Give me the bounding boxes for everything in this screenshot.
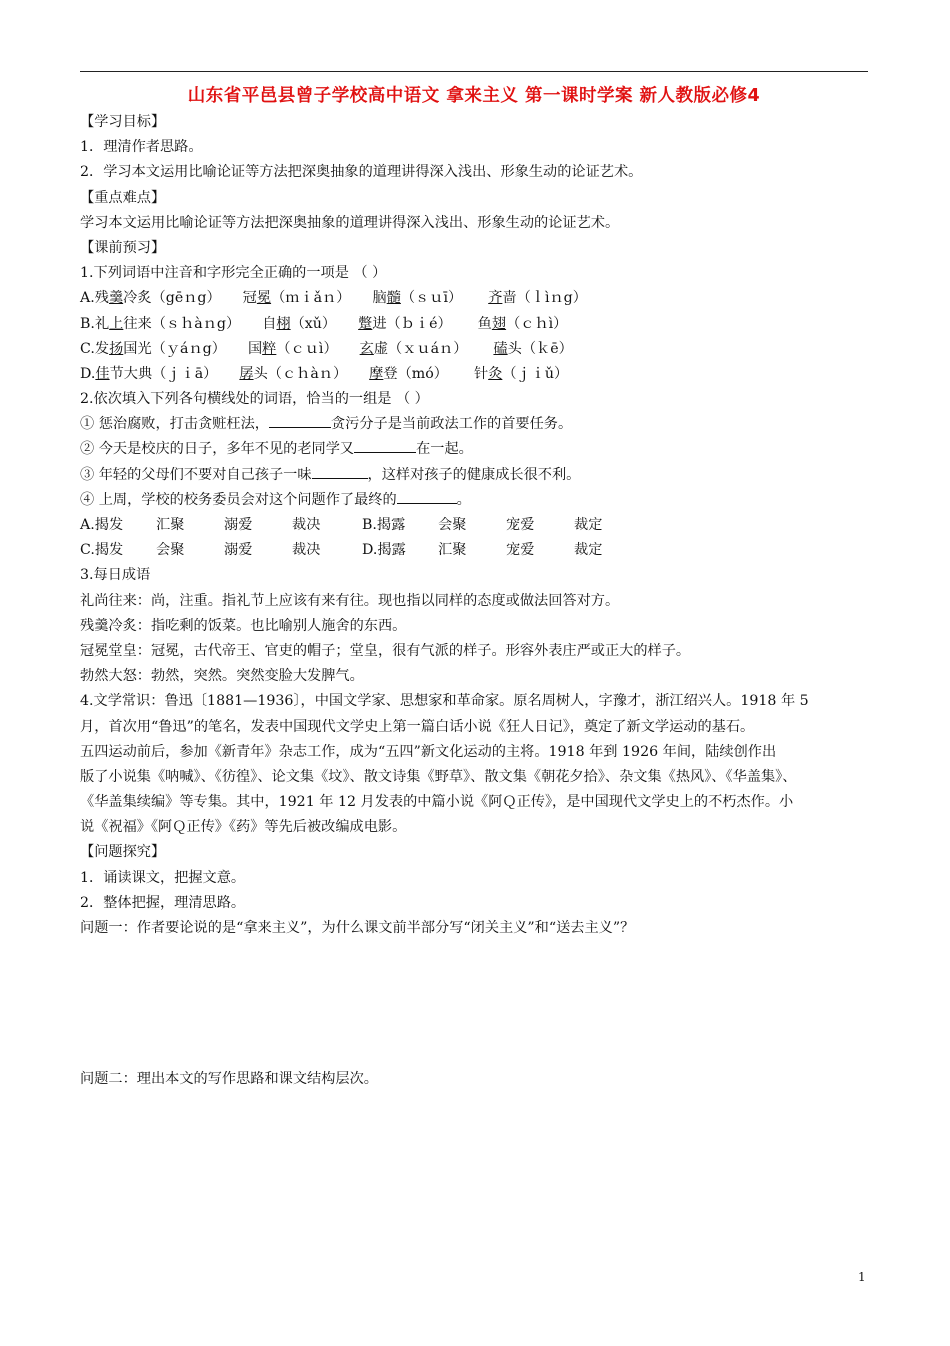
option-word — [239, 366, 347, 382]
idiom-entry: 礼尚往来：尚，注重。指礼节上应该有来有往。现也指以同样的态度或做法回答对方。 — [80, 592, 620, 609]
option-word — [262, 316, 336, 332]
page-number: 1 — [858, 1270, 866, 1284]
document-title: 山东省平邑县曾子学校高中语文 拿来主义 第一课时学案 新人教版必修4 — [187, 86, 761, 106]
word-pinyin: （ｍｉǎｎ） — [271, 290, 351, 307]
underlined-char: 齐 — [488, 290, 503, 307]
key-text: 学习本文运用比喻论证等方法把深奥抽象的道理讲得深入浅出、形象生动的论证艺术。 — [80, 214, 620, 231]
word-text: 残 — [94, 290, 109, 307]
word-pinyin: 啬（ｌìｎg） — [502, 290, 587, 307]
problem-1: 问题一：作者要论说的是“拿来主义”，为什么课文前半部分写“闭关主义”和“送去主义”？ — [80, 920, 635, 936]
sentence-text: 。 — [456, 491, 471, 508]
underlined-char: 栩 — [276, 315, 291, 332]
fill-blank — [269, 413, 331, 428]
question-2-items — [80, 412, 872, 513]
underlined-char: 上 — [109, 315, 124, 332]
underlined-char: 髓 — [386, 290, 401, 307]
word-pinyin: 往来（ｓｈàｎg） — [123, 315, 241, 332]
word-pinyin: （ｃｕì） — [276, 340, 338, 357]
option-term: 宠爱 — [506, 517, 535, 533]
sentence-text: 在一起。 — [416, 441, 473, 458]
option-term: 裁定 — [574, 542, 603, 559]
word-text: 针 — [473, 365, 489, 382]
underlined-char: 翅 — [491, 315, 507, 332]
word-text: 冠 — [242, 290, 257, 307]
section-heading-goals: 【学习目标】 — [80, 114, 166, 130]
option-word — [248, 341, 338, 357]
question-2-options-row — [80, 538, 872, 563]
underlined-char: 蹩 — [358, 315, 373, 332]
sentence-text: ③ 年轻的父母们不要对自己孩子一味 — [80, 466, 312, 483]
word-text: 国 — [247, 340, 263, 357]
option-term: C.揭发 — [80, 542, 124, 559]
question-2-sentence — [80, 437, 872, 462]
underlined-char: 佳 — [95, 365, 110, 382]
literature-note-line: 月，首次用“鲁迅”的笔名，发表中国现代文学史上第一篇白话小说《狂人日记》，奠定了新文学运动的基石。 — [80, 718, 755, 735]
sentence-text: ④ 上周，学校的校务委员会对这个问题作了最终的 — [80, 491, 397, 508]
literature-note-line: 版了小说集《呐喊》、《彷徨》、论文集《坟》、散文诗集《野草》、散文集《朝花夕拾》、杂文集《热风》、《华盖集》、 — [80, 768, 797, 785]
sentence-text: ，这样对孩子的健康成长很不利。 — [367, 466, 581, 483]
option-word — [372, 290, 462, 306]
sentence-text: 贪污分子是当前政法工作的首要任务。 — [330, 416, 573, 433]
option-term: 会聚 — [438, 517, 467, 533]
section-heading-explore: 【问题探究】 — [80, 844, 166, 861]
underlined-char: 羹 — [108, 290, 124, 307]
section-heading-key: 【重点难点】 — [80, 189, 166, 206]
option-term: 汇聚 — [156, 517, 185, 533]
underlined-char: 灸 — [488, 365, 503, 382]
word-pinyin: 虚（ｘｕáｎ） — [373, 340, 468, 357]
document-body — [80, 110, 872, 1092]
option-term: 裁定 — [574, 517, 603, 533]
word-pinyin: （xǔ） — [290, 315, 337, 332]
goal-item: 1．理清作者思路。 — [80, 139, 203, 156]
underlined-char: 摩 — [369, 365, 384, 382]
question-3-heading: 3.每日成语 — [80, 567, 151, 584]
fill-blank — [312, 464, 368, 479]
word-text: 发 — [94, 340, 110, 357]
word-pinyin: 国光（ｙáｎg） — [123, 340, 226, 357]
sentence-text: ① 惩治腐败，打击贪赃枉法， — [80, 416, 269, 433]
question-1-stem: 1.下列词语中注音和字形完全正确的一项是 （ ） — [80, 265, 387, 282]
explore-item: 1．诵读课文，把握文意。 — [80, 869, 246, 886]
idiom-entry: 勃然大怒：勃然，突然。突然变脸大发脾气。 — [80, 668, 364, 685]
word-pinyin: 头（ｃｈàｎ） — [253, 365, 348, 382]
word-pinyin: （ｓｕī） — [400, 290, 463, 307]
literature-note-line: 《华盖集续编》等专集。其中，1921 年 12 月发表的中篇小说《阿Ｑ正传》，是中国现代文学史上的不朽杰作。小 — [80, 794, 794, 811]
option-word — [243, 290, 351, 306]
question-1-options — [80, 286, 872, 387]
fill-blank — [397, 489, 457, 504]
word-pinyin: 节大典（ｊｉā） — [109, 365, 218, 382]
underlined-char: 扬 — [109, 340, 124, 357]
option-word — [95, 316, 240, 332]
word-pinyin: 冷炙（gēｎg） — [123, 290, 221, 307]
question-1-option — [80, 312, 872, 337]
option-word — [95, 341, 226, 357]
option-word — [369, 366, 448, 382]
option-word — [488, 290, 587, 306]
word-text: 自 — [262, 315, 277, 332]
underlined-char: 磕 — [493, 340, 508, 357]
word-pinyin: （ｊｉǔ） — [502, 365, 569, 382]
literature-note-line: 4.文学常识：鲁迅〔1881—1936〕，中国文学家、思想家和革命家。原名周树人，字豫才，浙江绍兴人。1918 年 5 — [80, 693, 809, 710]
option-term: 宠爱 — [506, 542, 535, 559]
option-term: 裁决 — [292, 517, 321, 533]
top-rule — [80, 71, 868, 72]
option-term: 汇聚 — [438, 542, 467, 559]
underlined-char: 冕 — [256, 290, 272, 307]
fill-blank — [354, 438, 416, 453]
section-heading-preview: 【课前预习】 — [80, 239, 166, 256]
option-word — [358, 316, 452, 332]
idiom-entry: 冠冕堂皇：冠冕，古代帝王、官吏的帽子；堂皇，很有气派的样子。形容外表庄严或正大的样子。 — [80, 642, 691, 659]
question-1-option — [80, 362, 872, 387]
explore-item: 2．整体把握，理清思路。 — [80, 894, 246, 911]
option-word — [95, 366, 217, 382]
word-pinyin: 头（ｋē） — [507, 340, 573, 357]
underlined-char: 玄 — [359, 340, 374, 357]
option-label: D. — [80, 365, 96, 382]
literature-note-line: 五四运动前后，参加《新青年》杂志工作，成为“五四”新文化运动的主将。1918 年到 1926 年间，陆续创作出 — [80, 743, 777, 760]
option-word — [478, 316, 568, 332]
question-2-sentence — [80, 463, 872, 488]
option-term: 裁决 — [292, 542, 321, 559]
question-2-options-row — [80, 513, 872, 538]
sentence-text: ② 今天是校庆的日子，多年不见的老同学又 — [80, 441, 355, 458]
option-label: A. — [80, 290, 95, 307]
option-word — [360, 341, 468, 357]
literature-note-line: 说《祝福》《阿Ｑ正传》《药》等先后被改编成电影。 — [80, 819, 407, 836]
option-label: C. — [80, 340, 95, 357]
option-term: 溺爱 — [224, 542, 253, 559]
underlined-char: 孱 — [239, 365, 254, 382]
word-text: 鱼 — [477, 315, 492, 332]
word-pinyin: （ｃｈì） — [506, 315, 568, 332]
underlined-char: 粹 — [262, 340, 277, 357]
problem-2: 问题二：理出本文的写作思路和课文结构层次。 — [80, 1071, 378, 1088]
option-term: 溺爱 — [224, 517, 253, 533]
word-pinyin: 登（mó） — [383, 365, 448, 382]
option-term: A.揭发 — [80, 517, 124, 533]
question-1-option — [80, 337, 872, 362]
option-word — [95, 290, 221, 306]
idiom-entry: 残羹冷炙：指吃剩的饭菜。也比喻别人施舍的东西。 — [80, 617, 407, 634]
option-label: B. — [80, 315, 95, 332]
option-word — [493, 341, 572, 357]
word-pinyin: 进（ｂｉé） — [372, 315, 452, 332]
question-2-sentence — [80, 412, 872, 437]
question-2-stem: 2.依次填入下列各句横线处的词语，恰当的一组是 （ ） — [80, 391, 429, 408]
answer-space-1 — [80, 941, 872, 1067]
word-text: 礼 — [94, 315, 110, 332]
option-term: D.揭露 — [362, 542, 406, 559]
goal-item: 2．学习本文运用比喻论证等方法把深奥抽象的道理讲得深入浅出、形象生动的论证艺术。 — [80, 164, 643, 181]
option-term: 会聚 — [156, 542, 185, 559]
question-2-sentence — [80, 488, 872, 513]
option-word — [474, 366, 568, 382]
option-term: B.揭露 — [362, 517, 406, 533]
question-1-option — [80, 286, 872, 311]
word-text: 脑 — [372, 290, 387, 307]
